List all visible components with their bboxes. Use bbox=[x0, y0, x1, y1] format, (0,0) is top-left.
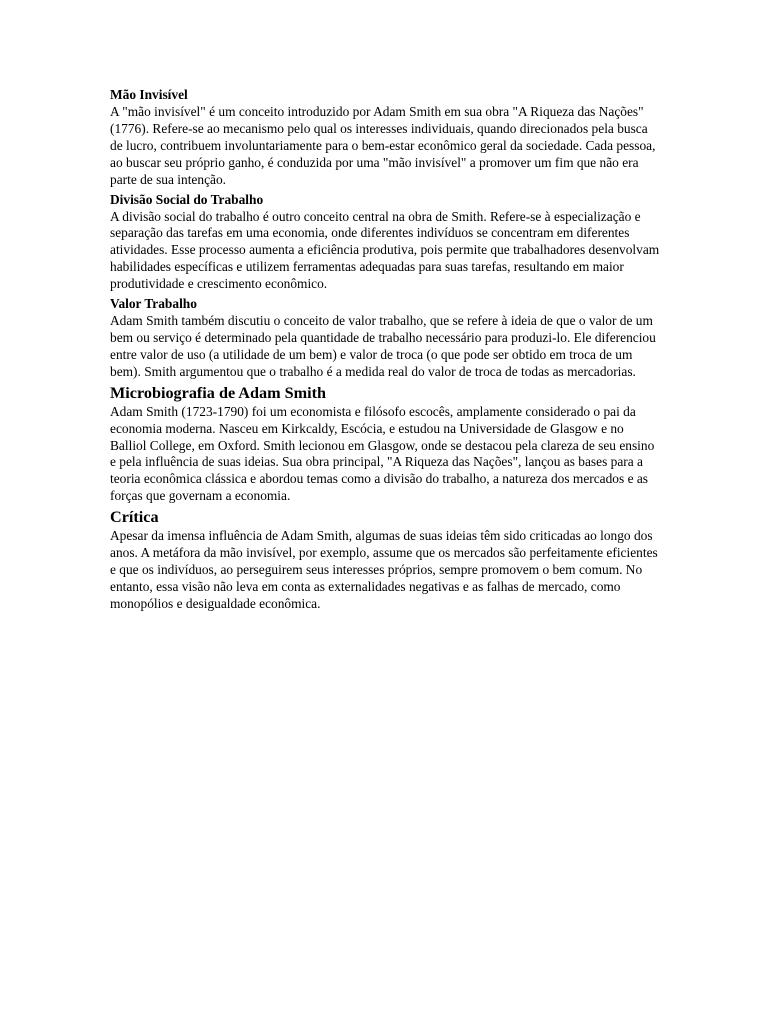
section-valor-trabalho bbox=[110, 295, 662, 381]
section-microbiografia bbox=[110, 383, 662, 505]
heading-divisao-social: Divisão Social do Trabalho bbox=[110, 191, 264, 207]
section-mao-invisivel bbox=[110, 86, 662, 189]
heading-mao-invisivel: Mão Invisível bbox=[110, 87, 188, 102]
paragraph-mao-invisivel: A "mão invisível" é um conceito introduzido por Adam Smith em sua obra "A Riqueza das Nações" (1776). Refere-se ao mecanismo pelo qual os interesses individuais, quando direcionados pela busca de lucro, contribuem involuntariamente para o bem-estar econômico geral da sociedade. Cada pessoa, ao buscar seu próprio ganho, é conduzida por uma "mão invisível" a promover um fim que não era parte de sua intenção. bbox=[110, 104, 656, 187]
heading-microbiografia: Microbiografia de Adam Smith bbox=[110, 383, 326, 402]
paragraph-divisao-social: A divisão social do trabalho é outro conceito central na obra de Smith. Refere-se à especialização e separação das tarefas em uma economia, onde diferentes indivíduos se concentram em diferentes atividades. Esse processo aumenta a eficiência produtiva, pois permite que trabalhadores desenvolvam habilidades específicas e utilizem ferramentas adequadas para suas tarefas, resultando em maior produtividade e crescimento econômico. bbox=[110, 208, 660, 292]
heading-critica: Crítica bbox=[110, 508, 159, 527]
paragraph-critica: Apesar da imensa influência de Adam Smith, algumas de suas ideias têm sido criticadas ao longo dos anos. A metáfora da mão invisível, por exemplo, assume que os mercados são perfeitamente eficientes e que os indivíduos, ao perseguirem seus interesses próprios, sempre promovem o bem comum. No entanto, essa visão não leva em conta as externalidades negativas e as falhas de mercado, como monopólios e desigualdade econômica. bbox=[110, 528, 658, 611]
paragraph-microbiografia: Adam Smith (1723-1790) foi um economista e filósofo escocês, amplamente considerado o pai da economia moderna. Nasceu em Kirkcaldy, Escócia, e estudou na Universidade de Glasgow e no Balliol College, em Oxford. Smith lecionou em Glasgow, onde se destacou pela clareza de seu ensino e pela influência de suas ideias. Sua obra principal, "A Riqueza das Nações", lançou as bases para a teoria econômica clássica e abordou temas como a divisão do trabalho, a natureza dos mercados e as forças que governam a economia. bbox=[110, 403, 655, 504]
heading-valor-trabalho: Valor Trabalho bbox=[110, 296, 197, 312]
paragraph-valor-trabalho: Adam Smith também discutiu o conceito de valor trabalho, que se refere à ideia de que o valor de um bem ou serviço é determinado pela quantidade de trabalho necessário para produzi-lo. Ele diferenciou entre valor de uso (a utilidade de um bem) e valor de troca (o que pode ser obtido em troca de um bem). Smith argumentou que o trabalho é a medida real do valor de troca de todas as mercadorias. bbox=[110, 313, 656, 379]
section-critica bbox=[110, 507, 662, 613]
section-divisao-social bbox=[110, 191, 662, 294]
document-page bbox=[110, 86, 662, 615]
